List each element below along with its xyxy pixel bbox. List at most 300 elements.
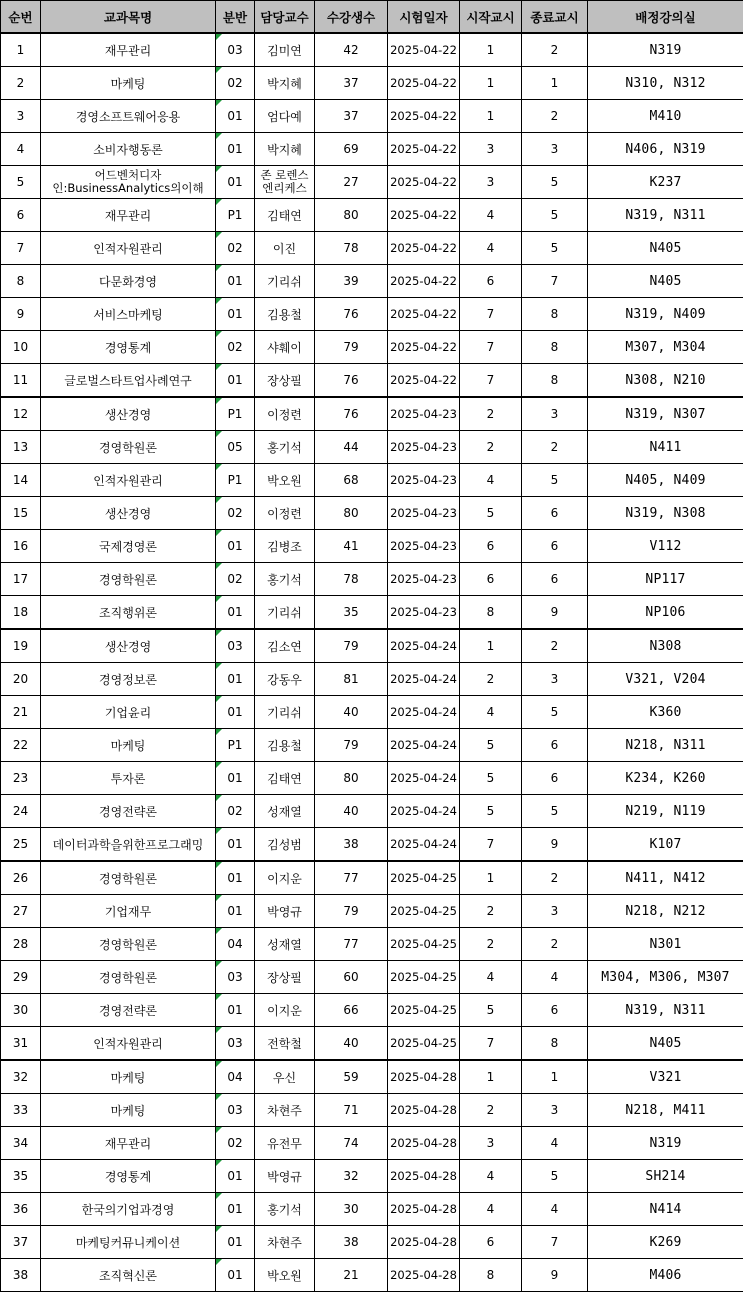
start-period-cell[interactable]: 1 [460,67,522,100]
seq-cell[interactable]: 28 [1,928,41,961]
professor-cell[interactable]: 김성범 [255,828,315,862]
start-period-cell[interactable]: 7 [460,298,522,331]
seq-cell[interactable]: 15 [1,497,41,530]
header-exam-date[interactable]: 시험일자 [388,1,460,34]
enrollment-cell[interactable]: 76 [315,298,388,331]
enrollment-cell[interactable]: 79 [315,895,388,928]
course-name-cell[interactable]: 서비스마케팅 [41,298,216,331]
end-period-cell[interactable]: 3 [522,133,588,166]
course-name-cell[interactable]: 조직행위론 [41,596,216,630]
course-name-cell[interactable]: 데이터과학을위한프로그래밍 [41,828,216,862]
section-cell[interactable]: 01 [216,861,255,895]
seq-cell[interactable]: 30 [1,994,41,1027]
professor-cell[interactable]: 김미연 [255,33,315,67]
start-period-cell[interactable]: 2 [460,895,522,928]
professor-cell[interactable]: 기리쉬 [255,265,315,298]
seq-cell[interactable]: 35 [1,1160,41,1193]
start-period-cell[interactable]: 5 [460,762,522,795]
enrollment-cell[interactable]: 79 [315,729,388,762]
section-cell[interactable]: 03 [216,961,255,994]
professor-cell[interactable]: 기리쉬 [255,596,315,630]
start-period-cell[interactable]: 7 [460,828,522,862]
professor-cell[interactable]: 김태연 [255,199,315,232]
exam-date-cell[interactable]: 2025-04-28 [388,1193,460,1226]
course-name-cell[interactable]: 재무관리 [41,199,216,232]
classroom-cell[interactable]: N411, N412 [588,861,743,895]
seq-cell[interactable]: 3 [1,100,41,133]
course-name-cell[interactable]: 경영통계 [41,331,216,364]
enrollment-cell[interactable]: 42 [315,33,388,67]
seq-cell[interactable]: 36 [1,1193,41,1226]
end-period-cell[interactable]: 4 [522,961,588,994]
professor-cell[interactable]: 기리쉬 [255,696,315,729]
section-cell[interactable]: 01 [216,1259,255,1292]
course-name-cell[interactable]: 인적자원관리 [41,232,216,265]
course-name-cell[interactable]: 인적자원관리 [41,1027,216,1061]
exam-date-cell[interactable]: 2025-04-28 [388,1127,460,1160]
professor-cell[interactable]: 이진 [255,232,315,265]
exam-date-cell[interactable]: 2025-04-25 [388,994,460,1027]
classroom-cell[interactable]: N405 [588,1027,743,1061]
exam-date-cell[interactable]: 2025-04-22 [388,331,460,364]
start-period-cell[interactable]: 4 [460,464,522,497]
classroom-cell[interactable]: K269 [588,1226,743,1259]
exam-date-cell[interactable]: 2025-04-25 [388,1027,460,1061]
start-period-cell[interactable]: 4 [460,232,522,265]
professor-cell[interactable]: 박지혜 [255,67,315,100]
classroom-cell[interactable]: N406, N319 [588,133,743,166]
end-period-cell[interactable]: 9 [522,1259,588,1292]
classroom-cell[interactable]: K360 [588,696,743,729]
classroom-cell[interactable]: N405 [588,265,743,298]
enrollment-cell[interactable]: 27 [315,166,388,199]
course-name-cell[interactable]: 경영학원론 [41,961,216,994]
professor-cell[interactable]: 김용철 [255,729,315,762]
classroom-cell[interactable]: SH214 [588,1160,743,1193]
end-period-cell[interactable]: 8 [522,364,588,398]
section-cell[interactable]: 01 [216,1193,255,1226]
exam-date-cell[interactable]: 2025-04-22 [388,100,460,133]
start-period-cell[interactable]: 3 [460,166,522,199]
section-cell[interactable]: 01 [216,828,255,862]
section-cell[interactable]: P1 [216,729,255,762]
course-name-cell[interactable]: 마케팅 [41,67,216,100]
seq-cell[interactable]: 2 [1,67,41,100]
course-name-cell[interactable]: 기업윤리 [41,696,216,729]
course-name-cell[interactable]: 조직혁신론 [41,1259,216,1292]
classroom-cell[interactable]: N218, M411 [588,1094,743,1127]
enrollment-cell[interactable]: 76 [315,397,388,431]
exam-date-cell[interactable]: 2025-04-28 [388,1060,460,1094]
start-period-cell[interactable]: 3 [460,133,522,166]
section-cell[interactable]: P1 [216,199,255,232]
start-period-cell[interactable]: 1 [460,33,522,67]
enrollment-cell[interactable]: 41 [315,530,388,563]
start-period-cell[interactable]: 2 [460,1094,522,1127]
start-period-cell[interactable]: 2 [460,397,522,431]
start-period-cell[interactable]: 2 [460,431,522,464]
exam-date-cell[interactable]: 2025-04-22 [388,133,460,166]
end-period-cell[interactable]: 5 [522,464,588,497]
course-name-cell[interactable]: 투자론 [41,762,216,795]
section-cell[interactable]: 01 [216,166,255,199]
header-section[interactable]: 분반 [216,1,255,34]
exam-date-cell[interactable]: 2025-04-25 [388,895,460,928]
professor-cell[interactable]: 성재열 [255,928,315,961]
professor-cell[interactable]: 박지혜 [255,133,315,166]
end-period-cell[interactable]: 2 [522,100,588,133]
course-name-cell[interactable]: 마케팅커뮤니케이션 [41,1226,216,1259]
course-name-cell[interactable]: 소비자행동론 [41,133,216,166]
section-cell[interactable]: 01 [216,1226,255,1259]
section-cell[interactable]: 01 [216,298,255,331]
seq-cell[interactable]: 10 [1,331,41,364]
enrollment-cell[interactable]: 66 [315,994,388,1027]
classroom-cell[interactable]: NP117 [588,563,743,596]
course-name-cell[interactable]: 마케팅 [41,1094,216,1127]
start-period-cell[interactable]: 1 [460,100,522,133]
section-cell[interactable]: 02 [216,497,255,530]
seq-cell[interactable]: 17 [1,563,41,596]
classroom-cell[interactable]: K234, K260 [588,762,743,795]
course-name-cell[interactable]: 생산경영 [41,629,216,663]
start-period-cell[interactable]: 4 [460,961,522,994]
exam-date-cell[interactable]: 2025-04-23 [388,497,460,530]
professor-cell[interactable]: 이지운 [255,994,315,1027]
end-period-cell[interactable]: 6 [522,563,588,596]
exam-date-cell[interactable]: 2025-04-22 [388,298,460,331]
classroom-cell[interactable]: M307, M304 [588,331,743,364]
exam-date-cell[interactable]: 2025-04-23 [388,596,460,630]
seq-cell[interactable]: 13 [1,431,41,464]
exam-date-cell[interactable]: 2025-04-22 [388,166,460,199]
professor-cell[interactable]: 차현주 [255,1094,315,1127]
classroom-cell[interactable]: V321, V204 [588,663,743,696]
seq-cell[interactable]: 34 [1,1127,41,1160]
enrollment-cell[interactable]: 71 [315,1094,388,1127]
enrollment-cell[interactable]: 37 [315,100,388,133]
exam-date-cell[interactable]: 2025-04-25 [388,861,460,895]
section-cell[interactable]: 01 [216,133,255,166]
professor-cell[interactable]: 강동우 [255,663,315,696]
section-cell[interactable]: P1 [216,397,255,431]
end-period-cell[interactable]: 8 [522,1027,588,1061]
seq-cell[interactable]: 22 [1,729,41,762]
enrollment-cell[interactable]: 79 [315,331,388,364]
seq-cell[interactable]: 11 [1,364,41,398]
start-period-cell[interactable]: 8 [460,1259,522,1292]
seq-cell[interactable]: 23 [1,762,41,795]
end-period-cell[interactable]: 2 [522,629,588,663]
enrollment-cell[interactable]: 80 [315,762,388,795]
seq-cell[interactable]: 5 [1,166,41,199]
enrollment-cell[interactable]: 74 [315,1127,388,1160]
section-cell[interactable]: 01 [216,265,255,298]
seq-cell[interactable]: 1 [1,33,41,67]
exam-date-cell[interactable]: 2025-04-24 [388,696,460,729]
header-seq[interactable]: 순번 [1,1,41,34]
exam-date-cell[interactable]: 2025-04-24 [388,729,460,762]
course-name-cell[interactable]: 어드벤처디자인:BusinessAnalytics의이해 [41,166,216,199]
exam-date-cell[interactable]: 2025-04-22 [388,67,460,100]
seq-cell[interactable]: 21 [1,696,41,729]
end-period-cell[interactable]: 5 [522,232,588,265]
enrollment-cell[interactable]: 37 [315,67,388,100]
end-period-cell[interactable]: 2 [522,431,588,464]
section-cell[interactable]: 03 [216,1094,255,1127]
exam-date-cell[interactable]: 2025-04-24 [388,629,460,663]
section-cell[interactable]: 02 [216,331,255,364]
start-period-cell[interactable]: 5 [460,994,522,1027]
end-period-cell[interactable]: 8 [522,298,588,331]
enrollment-cell[interactable]: 38 [315,1226,388,1259]
professor-cell[interactable]: 박오원 [255,1259,315,1292]
classroom-cell[interactable]: M406 [588,1259,743,1292]
start-period-cell[interactable]: 7 [460,1027,522,1061]
seq-cell[interactable]: 14 [1,464,41,497]
enrollment-cell[interactable]: 39 [315,265,388,298]
seq-cell[interactable]: 31 [1,1027,41,1061]
course-name-cell[interactable]: 생산경영 [41,397,216,431]
header-course-name[interactable]: 교과목명 [41,1,216,34]
seq-cell[interactable]: 16 [1,530,41,563]
classroom-cell[interactable]: K107 [588,828,743,862]
start-period-cell[interactable]: 7 [460,331,522,364]
classroom-cell[interactable]: K237 [588,166,743,199]
professor-cell[interactable]: 샤훼이 [255,331,315,364]
course-name-cell[interactable]: 생산경영 [41,497,216,530]
classroom-cell[interactable]: N219, N119 [588,795,743,828]
section-cell[interactable]: 03 [216,629,255,663]
section-cell[interactable]: 02 [216,1127,255,1160]
section-cell[interactable]: 01 [216,530,255,563]
course-name-cell[interactable]: 경영정보론 [41,663,216,696]
course-name-cell[interactable]: 경영학원론 [41,431,216,464]
header-end-period[interactable]: 종료교시 [522,1,588,34]
end-period-cell[interactable]: 1 [522,67,588,100]
professor-cell[interactable]: 차현주 [255,1226,315,1259]
end-period-cell[interactable]: 5 [522,795,588,828]
end-period-cell[interactable]: 7 [522,265,588,298]
exam-date-cell[interactable]: 2025-04-22 [388,364,460,398]
classroom-cell[interactable]: M304, M306, M307 [588,961,743,994]
classroom-cell[interactable]: N319, N311 [588,994,743,1027]
enrollment-cell[interactable]: 30 [315,1193,388,1226]
exam-date-cell[interactable]: 2025-04-28 [388,1259,460,1292]
professor-cell[interactable]: 장상필 [255,961,315,994]
course-name-cell[interactable]: 마케팅 [41,1060,216,1094]
professor-cell[interactable]: 김태연 [255,762,315,795]
start-period-cell[interactable]: 6 [460,530,522,563]
exam-date-cell[interactable]: 2025-04-22 [388,33,460,67]
start-period-cell[interactable]: 3 [460,1127,522,1160]
professor-cell[interactable]: 우신 [255,1060,315,1094]
enrollment-cell[interactable]: 21 [315,1259,388,1292]
exam-date-cell[interactable]: 2025-04-28 [388,1226,460,1259]
section-cell[interactable]: 02 [216,563,255,596]
professor-cell[interactable]: 이지운 [255,861,315,895]
course-name-cell[interactable]: 글로벌스타트업사례연구 [41,364,216,398]
classroom-cell[interactable]: N319, N409 [588,298,743,331]
section-cell[interactable]: 02 [216,67,255,100]
end-period-cell[interactable]: 1 [522,1060,588,1094]
enrollment-cell[interactable]: 69 [315,133,388,166]
enrollment-cell[interactable]: 40 [315,696,388,729]
seq-cell[interactable]: 12 [1,397,41,431]
section-cell[interactable]: 03 [216,33,255,67]
professor-cell[interactable]: 홍기석 [255,563,315,596]
course-name-cell[interactable]: 다문화경영 [41,265,216,298]
exam-date-cell[interactable]: 2025-04-25 [388,928,460,961]
course-name-cell[interactable]: 마케팅 [41,729,216,762]
start-period-cell[interactable]: 5 [460,795,522,828]
section-cell[interactable]: 03 [216,1027,255,1061]
section-cell[interactable]: P1 [216,464,255,497]
start-period-cell[interactable]: 8 [460,596,522,630]
seq-cell[interactable]: 20 [1,663,41,696]
enrollment-cell[interactable]: 32 [315,1160,388,1193]
enrollment-cell[interactable]: 59 [315,1060,388,1094]
section-cell[interactable]: 04 [216,1060,255,1094]
course-name-cell[interactable]: 국제경영론 [41,530,216,563]
seq-cell[interactable]: 33 [1,1094,41,1127]
course-name-cell[interactable]: 경영전략론 [41,795,216,828]
exam-date-cell[interactable]: 2025-04-24 [388,762,460,795]
course-name-cell[interactable]: 경영전략론 [41,994,216,1027]
end-period-cell[interactable]: 5 [522,696,588,729]
classroom-cell[interactable]: N405 [588,232,743,265]
enrollment-cell[interactable]: 81 [315,663,388,696]
end-period-cell[interactable]: 2 [522,928,588,961]
header-classroom[interactable]: 배정강의실 [588,1,743,34]
enrollment-cell[interactable]: 80 [315,497,388,530]
start-period-cell[interactable]: 4 [460,199,522,232]
classroom-cell[interactable]: N301 [588,928,743,961]
section-cell[interactable]: 01 [216,696,255,729]
seq-cell[interactable]: 32 [1,1060,41,1094]
section-cell[interactable]: 05 [216,431,255,464]
seq-cell[interactable]: 4 [1,133,41,166]
exam-date-cell[interactable]: 2025-04-22 [388,232,460,265]
professor-cell[interactable]: 엄다예 [255,100,315,133]
end-period-cell[interactable]: 9 [522,596,588,630]
course-name-cell[interactable]: 재무관리 [41,33,216,67]
section-cell[interactable]: 01 [216,100,255,133]
seq-cell[interactable]: 6 [1,199,41,232]
classroom-cell[interactable]: M410 [588,100,743,133]
end-period-cell[interactable]: 2 [522,33,588,67]
professor-cell[interactable]: 박영규 [255,895,315,928]
professor-cell[interactable]: 박영규 [255,1160,315,1193]
course-name-cell[interactable]: 경영학원론 [41,563,216,596]
enrollment-cell[interactable]: 77 [315,861,388,895]
end-period-cell[interactable]: 3 [522,663,588,696]
end-period-cell[interactable]: 5 [522,199,588,232]
section-cell[interactable]: 02 [216,795,255,828]
section-cell[interactable]: 04 [216,928,255,961]
exam-date-cell[interactable]: 2025-04-28 [388,1160,460,1193]
exam-date-cell[interactable]: 2025-04-24 [388,663,460,696]
start-period-cell[interactable]: 4 [460,1193,522,1226]
course-name-cell[interactable]: 재무관리 [41,1127,216,1160]
seq-cell[interactable]: 26 [1,861,41,895]
exam-date-cell[interactable]: 2025-04-28 [388,1094,460,1127]
header-enrollment[interactable]: 수강생수 [315,1,388,34]
enrollment-cell[interactable]: 78 [315,563,388,596]
professor-cell[interactable]: 김용철 [255,298,315,331]
course-name-cell[interactable]: 경영학원론 [41,928,216,961]
classroom-cell[interactable]: N319, N307 [588,397,743,431]
exam-date-cell[interactable]: 2025-04-22 [388,199,460,232]
enrollment-cell[interactable]: 68 [315,464,388,497]
enrollment-cell[interactable]: 79 [315,629,388,663]
section-cell[interactable]: 01 [216,1160,255,1193]
start-period-cell[interactable]: 2 [460,928,522,961]
course-name-cell[interactable]: 경영소프트웨어응용 [41,100,216,133]
seq-cell[interactable]: 9 [1,298,41,331]
section-cell[interactable]: 02 [216,232,255,265]
start-period-cell[interactable]: 4 [460,1160,522,1193]
classroom-cell[interactable]: NP106 [588,596,743,630]
end-period-cell[interactable]: 2 [522,861,588,895]
end-period-cell[interactable]: 6 [522,762,588,795]
seq-cell[interactable]: 8 [1,265,41,298]
classroom-cell[interactable]: N218, N212 [588,895,743,928]
start-period-cell[interactable]: 1 [460,1060,522,1094]
enrollment-cell[interactable]: 60 [315,961,388,994]
seq-cell[interactable]: 37 [1,1226,41,1259]
end-period-cell[interactable]: 4 [522,1127,588,1160]
seq-cell[interactable]: 19 [1,629,41,663]
end-period-cell[interactable]: 7 [522,1226,588,1259]
start-period-cell[interactable]: 6 [460,1226,522,1259]
classroom-cell[interactable]: N319 [588,33,743,67]
end-period-cell[interactable]: 5 [522,1160,588,1193]
exam-date-cell[interactable]: 2025-04-23 [388,431,460,464]
professor-cell[interactable]: 성재열 [255,795,315,828]
classroom-cell[interactable]: V321 [588,1060,743,1094]
exam-date-cell[interactable]: 2025-04-23 [388,397,460,431]
end-period-cell[interactable]: 3 [522,397,588,431]
professor-cell[interactable]: 유전무 [255,1127,315,1160]
classroom-cell[interactable]: N308 [588,629,743,663]
end-period-cell[interactable]: 3 [522,1094,588,1127]
course-name-cell[interactable]: 경영통계 [41,1160,216,1193]
classroom-cell[interactable]: N319, N308 [588,497,743,530]
exam-date-cell[interactable]: 2025-04-23 [388,464,460,497]
course-name-cell[interactable]: 인적자원관리 [41,464,216,497]
seq-cell[interactable]: 18 [1,596,41,630]
start-period-cell[interactable]: 1 [460,861,522,895]
enrollment-cell[interactable]: 40 [315,795,388,828]
section-cell[interactable]: 01 [216,364,255,398]
end-period-cell[interactable]: 8 [522,331,588,364]
end-period-cell[interactable]: 5 [522,166,588,199]
exam-date-cell[interactable]: 2025-04-22 [388,265,460,298]
classroom-cell[interactable]: N308, N210 [588,364,743,398]
professor-cell[interactable]: 존 로렌스 엔리케스 [255,166,315,199]
seq-cell[interactable]: 29 [1,961,41,994]
start-period-cell[interactable]: 2 [460,663,522,696]
end-period-cell[interactable]: 6 [522,530,588,563]
course-name-cell[interactable]: 한국의기업과경영 [41,1193,216,1226]
enrollment-cell[interactable]: 35 [315,596,388,630]
seq-cell[interactable]: 27 [1,895,41,928]
course-name-cell[interactable]: 기업재무 [41,895,216,928]
start-period-cell[interactable]: 4 [460,696,522,729]
start-period-cell[interactable]: 7 [460,364,522,398]
start-period-cell[interactable]: 1 [460,629,522,663]
